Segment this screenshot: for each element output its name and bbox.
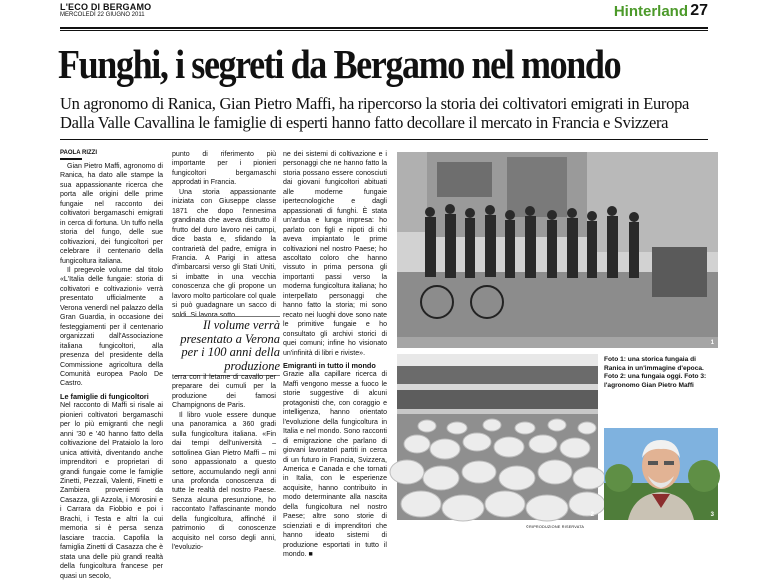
newspaper-brand: L'ECO DI BERGAMO: [60, 2, 152, 12]
subhead-line-1: Un agronomo di Ranica, Gian Pietro Maffi, ha ripercorso la storia dei coltivatori emigrati in Europa: [60, 94, 690, 113]
article-column-2: [172, 150, 276, 320]
byline: PAOLA RIZZI: [60, 150, 97, 156]
paragraph: Gian Pietro Maffi, agronomo di Ranica, ha dato alle stampe la sua appassionante ricerca che porta alle origini delle prime fungaie nel racconto dei coltivatori bergamaschi emigrati in cerca di fortuna. Un tuffo nella storia del fungo, delle sue coltivazioni, dei fungicoltori per celebrare il centenario della fungicoltura italiana.: [60, 163, 163, 265]
byline-bar: [60, 158, 82, 160]
page-number: 27: [690, 2, 708, 19]
paragraph: Il pregevole volume dal titolo «L'Italia delle fungaie: storia di coltivatori e coltivazioni» verrà presentato ufficialmente a Verona venerdì nel palazzo della Gran Guardia, in occasione dei festeggiamenti per il centenario organizzati dall'Associazione italiana fungicoltori, alla presenza del presidente della Commissione agricoltura della Comunità europea Paolo De Castro.: [60, 266, 163, 388]
masthead-rule-thin: [60, 30, 708, 31]
pull-quote: Il volume verrà presentato a Verona per i 100 anni della produzione: [175, 316, 280, 376]
paragraph: Il libro vuole essere dunque una panoramica a 360 gradi sulla fungicoltura italiana. «Fin dai tempi dell'università – sottolinea Gian Pietro Maffi – mi sono appassionato a questo settore, accumulando negli anni una profonda conoscenza di tutte le realtà del nostro Paese. Senza alcuna presunzione, ho raccontato l'affascinante mondo della fungicoltura, affinché il patrimonio di conoscenze acquisito nel corso degli anni, l'evoluzio-: [172, 411, 276, 552]
historic-mushroom-farm-photo: [397, 152, 718, 348]
section-subtitle: Emigranti in tutto il mondo: [283, 360, 376, 370]
photo-caption: Foto 1: una storica fungaia di Ranica in un'immagine d'epoca. Foto 2: una fungaia oggi. Foto 3: l'agronomo Gian Pietro Maffi: [604, 356, 707, 389]
subhead-rule: [60, 139, 708, 140]
paragraph: Nel racconto di Maffi si risale ai pionieri coltivatori bergamaschi per lo più emigranti che negli anni '30 e '40 hanno fatto della coltivazione del Prataiolo la loro unica attività, diventando anche imprenditori e proprietari di grandi fungaie come le famiglie Zinetti, Pezzali, Valenti, Finetti e Zambiera provenienti da Casazza, gli Azzola, i Morosini e i Carrara da Fiobbio e poi i Brachi, i Testa e altri la cui memoria si è persa senza lasciare traccia. Capofila la famiglia Zinetti di Casazza che è stata una delle più grandi realtà della fungicoltura francese per quasi un secolo,: [60, 402, 163, 580]
photo-number: 1: [710, 340, 714, 346]
masthead: [60, 2, 708, 26]
article-column-1: [60, 150, 163, 581]
masthead-rule: [60, 27, 708, 29]
modern-mushroom-farm-photo: [397, 354, 598, 520]
paragraph: punto di riferimento più importante per i pionieri fungicoltori bergamaschi approdati in Francia.: [172, 151, 276, 187]
paragraph: Una storia appassionante iniziata con Giuseppe classe 1871 che dopo l'ennesima grandinata che aveva distrutto il frutto del duro lavoro nei campi, dice basta e, sfidando la contrarietà del padre, emigra in Francia. A Parigi in attesa d'imbarcarsi verso gli Stati Uniti, si imbatte in una vecchia conoscenza che gli propone un lavoro molto particolare col quale si può guadagnare un sacco di soldi. Si lavora sotto: [172, 188, 276, 319]
paragraph: terra con il letame di cavallo per preparare dei cumuli per la produzione dei famosi Champignons de Paris.: [172, 374, 276, 410]
subhead-line-2: Dalla Valle Cavallina le famiglie di esperti hanno fatto decollare il mercato in Francia e Svizzera: [60, 113, 669, 132]
portrait-illustration: [604, 428, 718, 520]
issue-date: MERCOLEDÌ 22 GIUGNO 2011: [60, 12, 145, 18]
photo-number: 2: [590, 512, 594, 518]
photo-number: 3: [710, 512, 714, 518]
headline: Funghi, i segreti da Bergamo nel mondo: [58, 41, 621, 87]
modern-farm-illustration: [397, 354, 598, 520]
paragraph: Grazie alla capillare ricerca di Maffi vengono messe a fuoco le storie suggestive di alcuni protagonisti che, con coraggio e intelligenza, hanno orientato l'evoluzione della fungicoltura in Italia e nel mondo. Sono racconti di emigrazione che parlano di giovani lavoratori partiti in cerca di un futuro in Francia, Svizzera, America e Canada e che tornati in Italia, con le esperienze acquisite, hanno contribuito in modo determinante alla nascita della fungicoltura nel nostro Paese; altre sono storie di scienziati e di imprenditori che hanno ideato sistemi di produzione esportati in tutto il mondo. ■: [283, 371, 387, 559]
agronomist-portrait-photo: [604, 428, 718, 520]
copyright-credit: ©RIPRODUZIONE RISERVATA: [526, 525, 585, 529]
section-title: Hinterland: [613, 3, 688, 20]
article-column-3: [283, 150, 387, 560]
paragraph: ne dei sistemi di coltivazione e i personaggi che ne hanno fatto la storia possano essere conosciuti dai giovani fungicoltori abituati alle moderne fungaie ipertecnologiche e dagli appassionati di funghi. È stata un'ardua e lunga impresa: ho parlato con figli e nipoti di chi aveva impiantato le prime coltivazioni nel nostro Paese; ho ascoltato coloro che hanno vissuto in prima persona gli importanti passi verso la moderna fungicoltura italiana; ho interpellato personaggi che hanno fatto la storia; mi sono recato nei luoghi dove sono nate le primitive fungaie e ho consultato gli archivi storici di quei comuni; infine ho visionato un'infinità di libri e riviste».: [283, 151, 387, 357]
article-column-2-lower: [172, 373, 276, 553]
section-subtitle: Le famiglie di fungicoltori: [60, 391, 149, 401]
historic-photo-illustration: [397, 152, 718, 348]
